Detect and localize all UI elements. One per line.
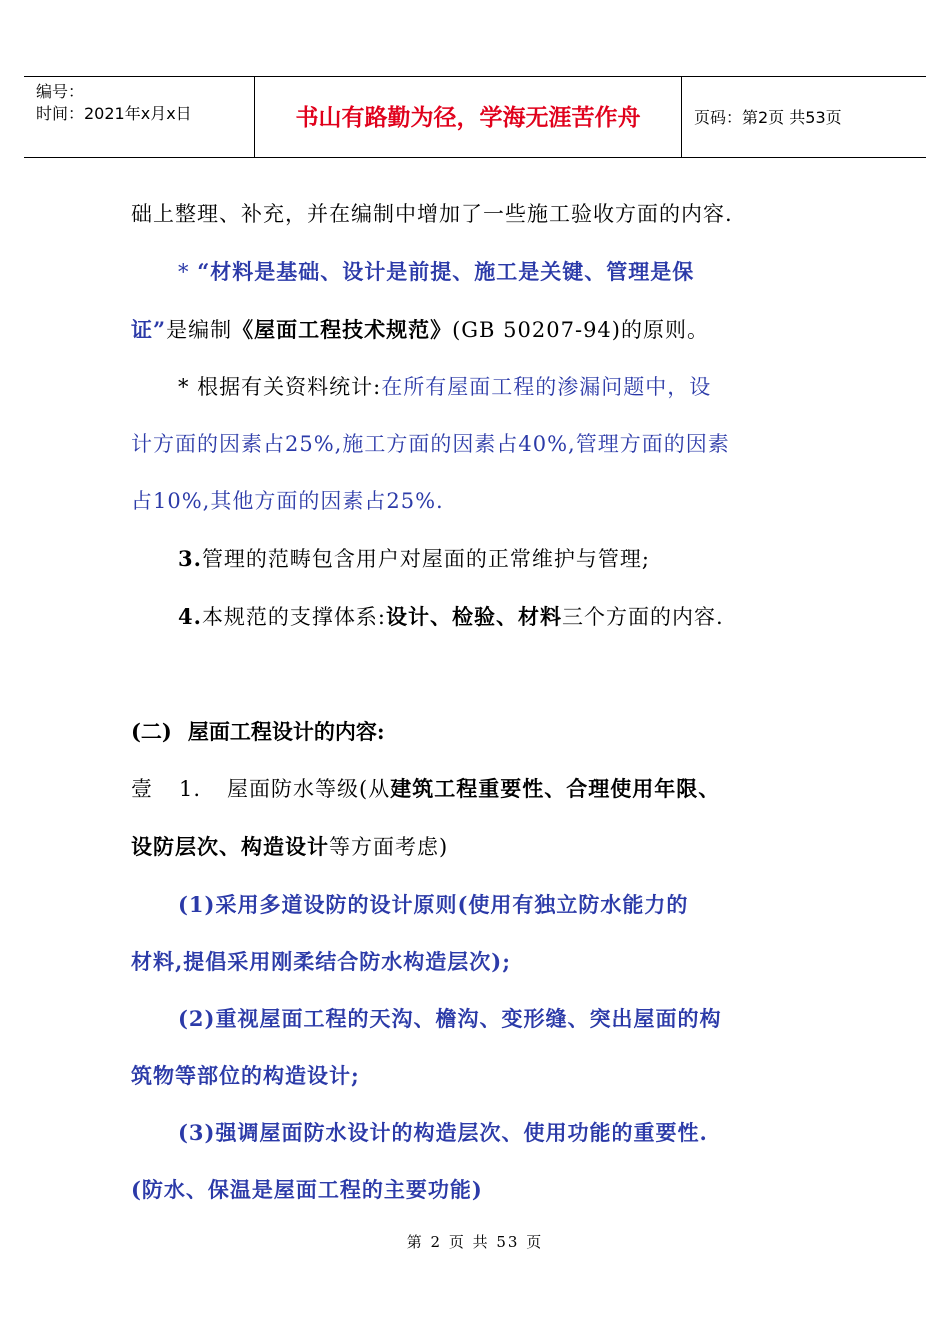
design-point-2-cont: 筑物等部位的构造设计;	[131, 1063, 360, 1088]
page-footer: 第 2 页 共 53 页	[406, 1233, 544, 1251]
statistics-line: 占10%,其他方面的因素占25%.	[131, 489, 444, 513]
text: 是编制	[166, 318, 233, 342]
sub-item-roof-level-cont	[131, 818, 823, 876]
section-title: 屋面工程设计的内容:	[187, 719, 385, 744]
statistics-text: 在所有屋面工程的渗漏问题中，设	[381, 375, 712, 399]
document-code-label: 编号：	[36, 82, 85, 101]
emphasis-text: 设防层次、构造设计	[131, 834, 329, 859]
header-motto-cell	[255, 77, 682, 157]
header-page-cell	[682, 77, 926, 157]
item-management-scope	[131, 530, 823, 588]
text: 本规范的支撑体系:	[201, 605, 387, 629]
document-body	[131, 186, 823, 1218]
bullet-materials-principle	[131, 243, 823, 301]
section-heading	[131, 703, 823, 760]
document-date-label: 时间：2021年x月x日	[36, 104, 192, 123]
text: * 根据有关资料统计:	[178, 375, 382, 399]
text: 等方面考虑)	[329, 835, 449, 859]
item-number: 4.	[178, 604, 202, 629]
design-point-1: (1)采用多道设防的设计原则(使用有独立防水能力的	[178, 892, 689, 917]
design-point-1-cont: 材料,提倡采用刚柔结合防水构造层次);	[131, 949, 511, 974]
spacer	[131, 646, 823, 703]
sub-item-roof-level	[131, 760, 823, 818]
item-number: 3.	[178, 546, 202, 571]
statistics-line: 计方面的因素占25%,施工方面的因素占40%,管理方面的因素	[131, 432, 730, 456]
section-number: (二)	[131, 719, 172, 744]
emphasis-text: 建筑工程重要性、合理使用年限、	[390, 776, 721, 801]
standard-title: 《屋面工程技术规范》	[232, 317, 453, 342]
bullet-materials-principle-cont	[131, 301, 823, 359]
design-point-3: (3)强调屋面防水设计的构造层次、使用功能的重要性.	[178, 1120, 708, 1145]
design-point-2: (2)重视屋面工程的天沟、檐沟、变形缝、突出屋面的构	[178, 1006, 722, 1031]
text: 三个方面的内容.	[562, 605, 724, 629]
page-header	[24, 76, 926, 158]
header-motto: 书山有路勤为径，学海无涯苦作舟	[295, 105, 641, 131]
paragraph-line: 础上整理、补充，并在编制中增加了一些施工验收方面的内容.	[131, 202, 733, 226]
header-page-number: 页码：第2页 共53页	[694, 108, 842, 127]
sub-item-marker: 壹	[131, 777, 153, 801]
emphasis-text: 设计、检验、材料	[386, 604, 563, 629]
item-support-system	[131, 588, 823, 646]
bullet-marker: *	[178, 260, 198, 284]
design-point-3-cont: (防水、保温是屋面工程的主要功能)	[131, 1177, 483, 1202]
text: 管理的范畴包含用户对屋面的正常维护与管理;	[201, 547, 651, 571]
header-info-cell	[24, 77, 255, 157]
principle-quote-end: 证”	[131, 317, 167, 342]
text: (GB 50207-94)的原则。	[452, 318, 709, 342]
principle-quote: “材料是基础、设计是前提、施工是关键、管理是保	[197, 259, 695, 284]
bullet-statistics	[131, 359, 823, 416]
text: 屋面防水等级(从	[227, 777, 391, 801]
sub-item-number: 1.	[179, 777, 202, 801]
